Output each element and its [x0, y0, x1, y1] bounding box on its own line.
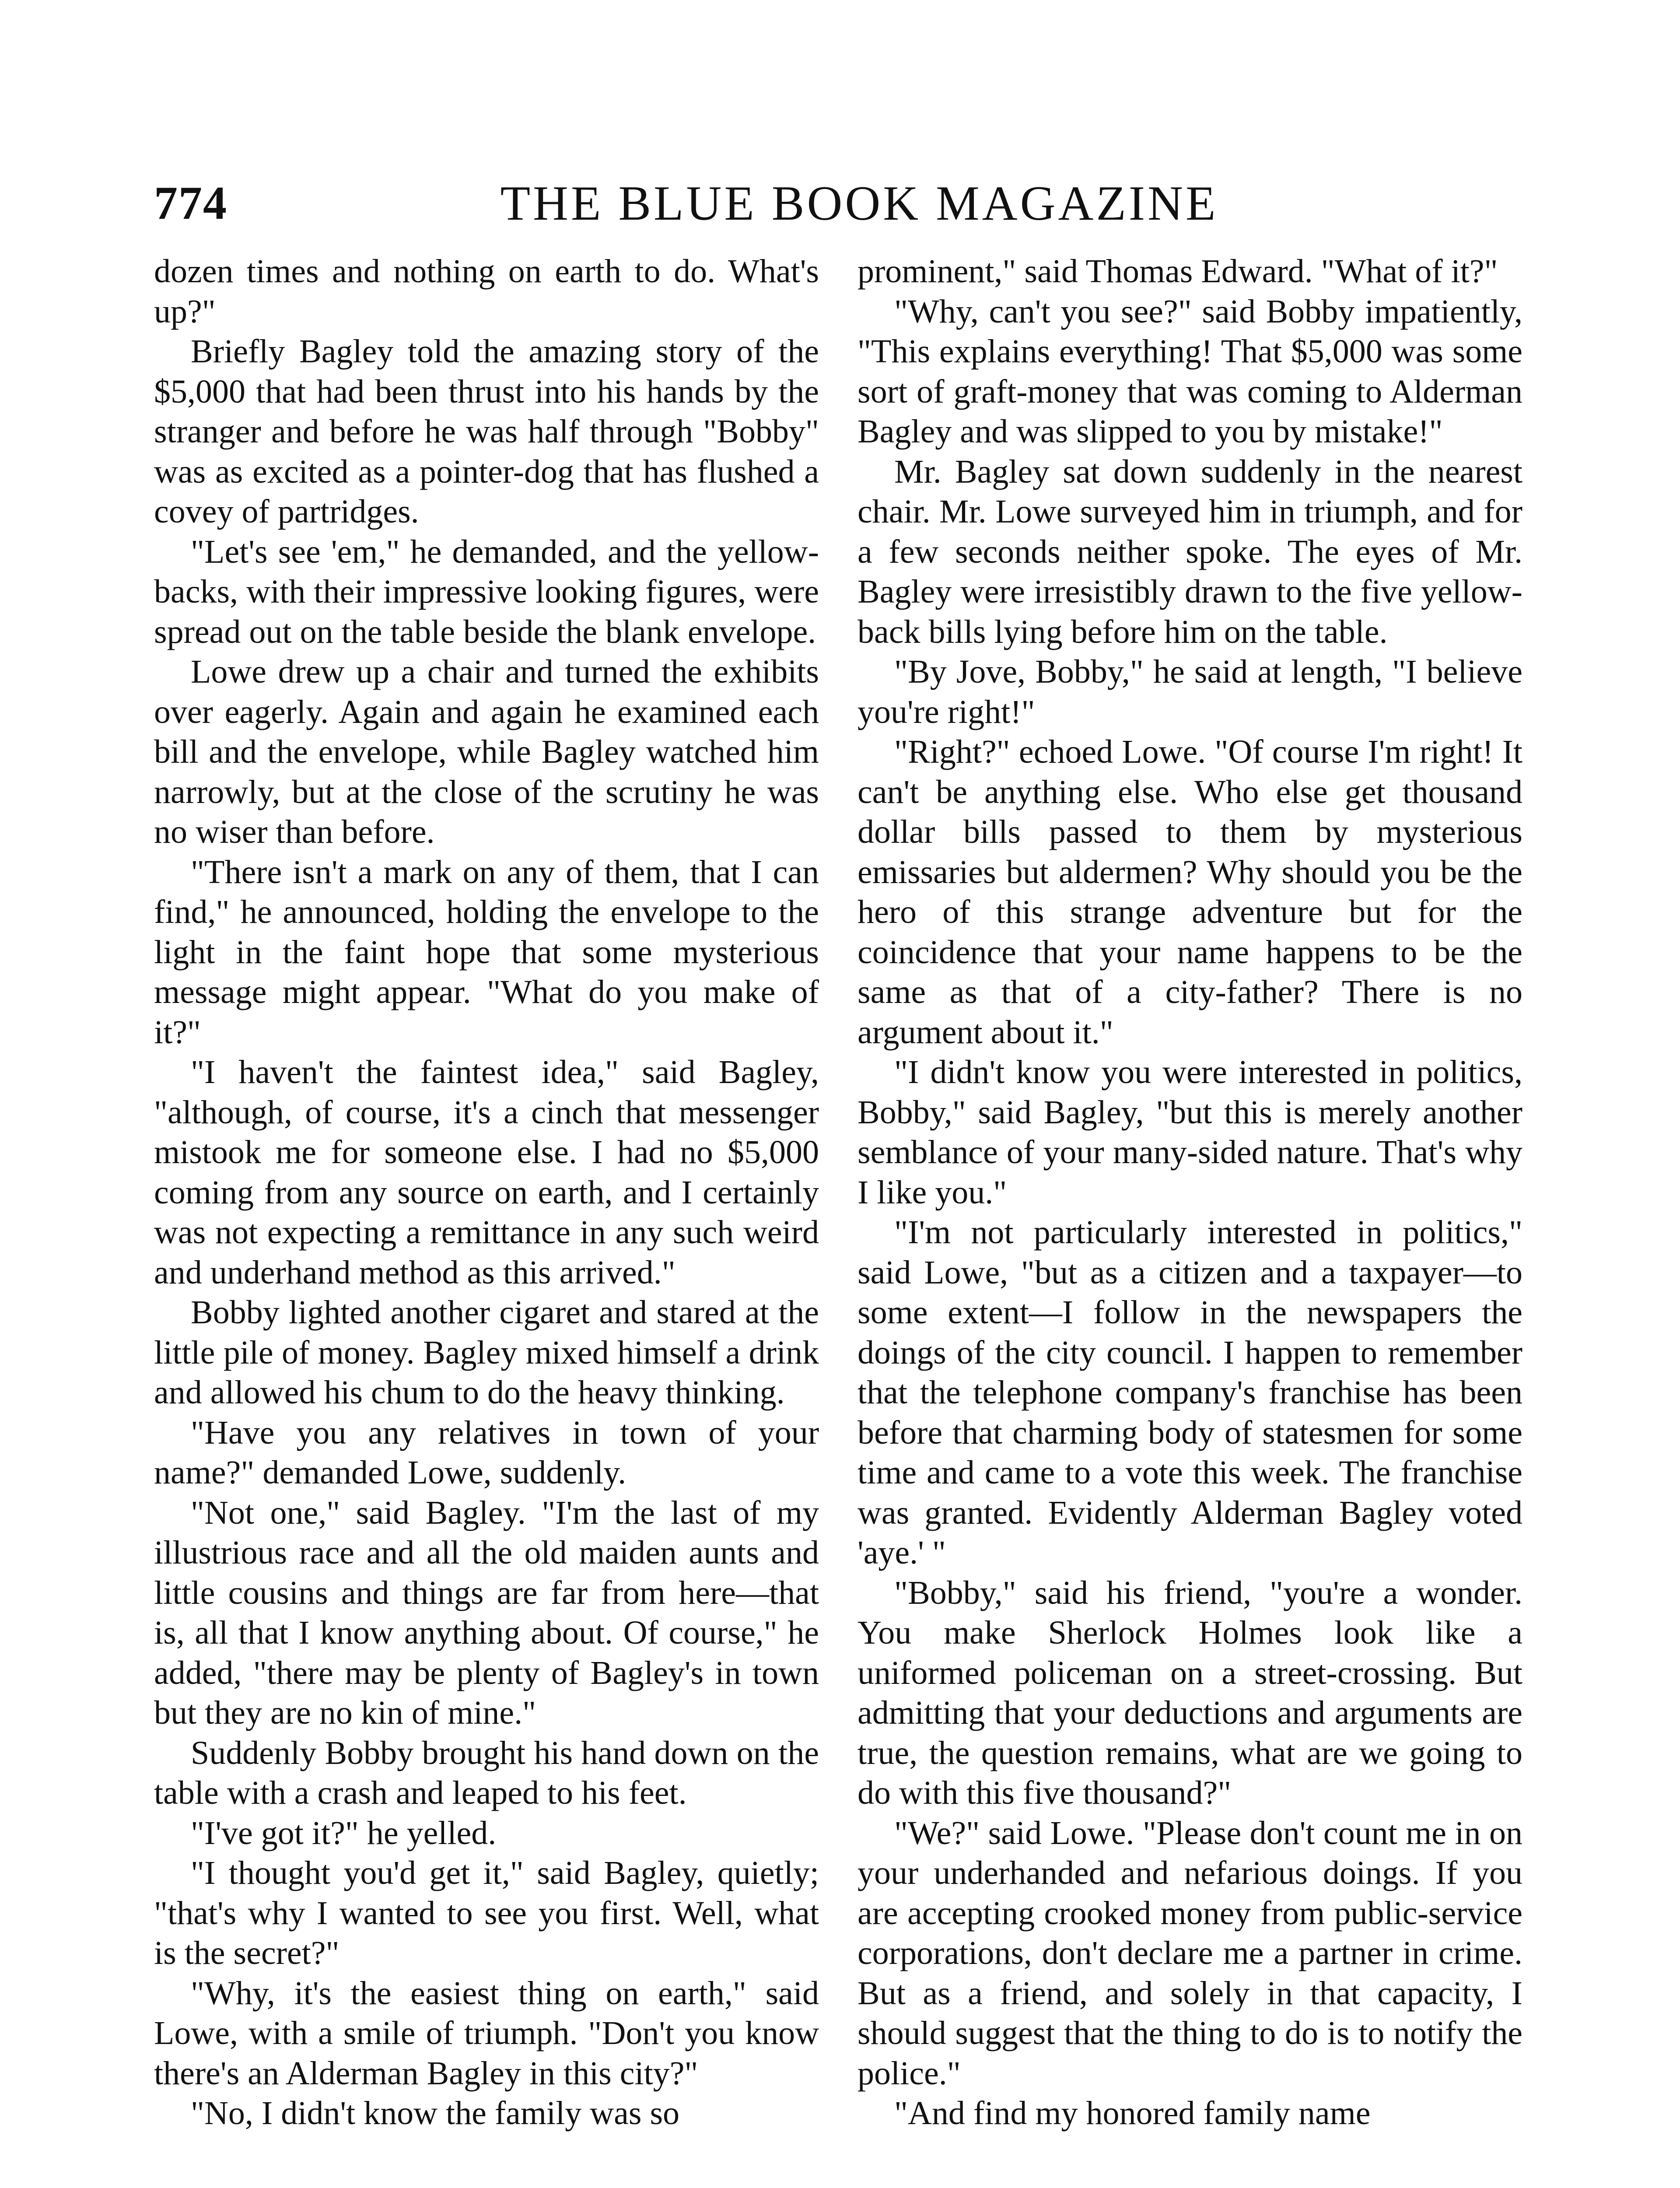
paragraph: "Have you any relatives in town of your name?" demanded Lowe, suddenly. — [154, 1414, 819, 1491]
paragraph: Briefly Bagley told the amazing story of the $5,000 that had been thrust into his hands by the stranger and before he was half through "Bobby" was as excited as a pointer-dog that has flushed a covey of partridges. — [154, 333, 819, 530]
paragraph: "Not one," said Bagley. "I'm the last of my illustrious race and all the old maiden aunts and little cousins and things are far from here—that is, all that I know anything about. Of course," he added, "there may be plenty of Bagley's in town but they are no kin of mine." — [154, 1494, 819, 1731]
paragraph: "I didn't know you were interested in politics, Bobby," said Bagley, "but this is merely another semblance of your many-sided nature. That's why I like you." — [858, 1054, 1522, 1211]
paragraph: "There isn't a mark on any of them, that I can find," he announced, holding the envelope to the light in the faint hope that some mysterious message might appear. "What do you make of it?" — [154, 853, 819, 1051]
paragraph: "I'm not particularly interested in politics," said Lowe, "but as a citizen and a taxpayer—to some extent—I follow in the newspapers the doings of the city council. I happen to remember that the telephone company's franchise has been before that charming body of statesmen for some time and came to a vote this week. The franchise was granted. Evidently Alderman Bagley voted 'aye.' " — [858, 1214, 1522, 1571]
paragraph: "And find my honored family name — [894, 2095, 1371, 2132]
paragraph: "Right?" echoed Lowe. "Of course I'm right! It can't be anything else. Who else get thousand dollar bills passed to them by mysterious emissaries but aldermen? Why should you be the hero of this strange adventure but for the coincidence that your name happens to be the same as that of a city-father? There is no argument about it." — [858, 733, 1522, 1051]
paragraph: Bobby lighted another cigaret and stared at the little pile of money. Bagley mixed himself a drink and allowed his chum to do the heavy thinking. — [154, 1294, 819, 1411]
paragraph: dozen times and nothing on earth to do. What's up?" — [154, 253, 819, 330]
paragraph: Lowe drew up a chair and turned the exhibits over eagerly. Again and again he examined each bill and the envelope, while Bagley watched him narrowly, but at the close of the scrutiny he was no wiser than before. — [154, 653, 819, 850]
paragraph: "I've got it?" he yelled. — [191, 1814, 497, 1851]
page-header — [154, 171, 1512, 236]
paragraph: "I thought you'd get it," said Bagley, quietly; "that's why I wanted to see you first. Well, what is the secret?" — [154, 1855, 819, 1971]
paragraph: "No, I didn't know the family was so — [191, 2095, 680, 2132]
paragraph: Suddenly Bobby brought his hand down on the table with a crash and leaped to his feet. — [154, 1734, 819, 1811]
paragraph: "I haven't the faintest idea," said Bagley, "although, of course, it's a cinch that messenger mistook me for someone else. I had no $5,000 coming from any source on earth, and I certainly was not expecting a remittance in any such weird and underhand method as this arrived." — [154, 1054, 819, 1291]
paragraph: "Why, it's the easiest thing on earth," said Lowe, with a smile of triumph. "Don't you know there's an Alderman Bagley in this city?" — [154, 1974, 819, 2092]
right-column — [858, 252, 1522, 2134]
paragraph: "Bobby," said his friend, "you're a wonder. You make Sherlock Holmes look like a uniformed policeman on a street-crossing. But admitting that your deductions and arguments are true, the question remains, what are we going to do with this five thousand?" — [858, 1574, 1522, 1811]
paragraph: Mr. Bagley sat down suddenly in the nearest chair. Mr. Lowe surveyed him in triumph, and for a few seconds neither spoke. The eyes of Mr. Bagley were irresistibly drawn to the five yellow-back bills lying before him on the table. — [858, 453, 1522, 650]
running-title: THE BLUE BOOK MAGAZINE — [500, 176, 1218, 231]
left-column — [154, 252, 819, 2134]
paragraph: prominent," said Thomas Edward. "What of it?" — [858, 253, 1498, 290]
paragraph: "We?" said Lowe. "Please don't count me in on your underhanded and nefarious doings. If you are accepting crooked money from public-service corporations, don't declare me a partner in crime. But as a friend, and solely in that capacity, I should suggest that the thing to do is to notify the police." — [858, 1814, 1522, 2092]
page-number: 774 — [154, 177, 228, 229]
paragraph: "By Jove, Bobby," he said at length, "I believe you're right!" — [858, 653, 1522, 730]
paragraph: "Why, can't you see?" said Bobby impatiently, "This explains everything! That $5,000 was some sort of graft-money that was coming to Alderman Bagley and was slipped to you by mistake!" — [858, 293, 1522, 450]
paragraph: "Let's see 'em," he demanded, and the yellow-backs, with their impressive looking figures, were spread out on the table beside the blank envelope. — [154, 533, 819, 650]
